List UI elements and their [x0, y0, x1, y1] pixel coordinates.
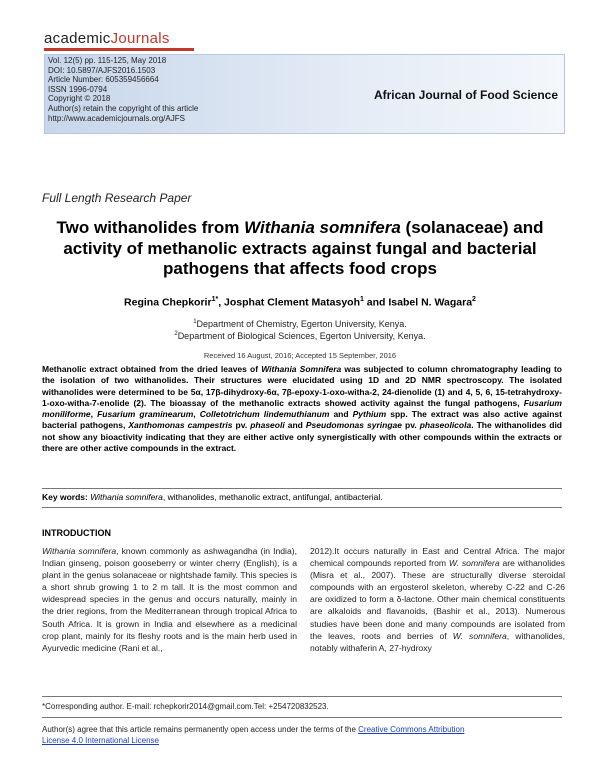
meta-copyright: Copyright © 2018 — [48, 94, 111, 104]
abstract-text: . The withanolides did not show any bioactivity indicating that they are either active only synergistically with other compounds within the extracts or there are other active compounds in the extract. — [42, 420, 562, 454]
meta-article-number: Article Number: 605359456664 — [48, 75, 159, 85]
abstract-text: pv. — [232, 420, 251, 431]
abstract-species: Xanthomonas campestris — [128, 420, 233, 431]
meta-doi[interactable]: DOI: 10.5897/AJFS2016.1503 — [48, 65, 156, 75]
author-2: , Josphat Clement Matasyoh — [218, 296, 360, 309]
intro-left-column — [42, 545, 297, 654]
author-list — [20, 296, 580, 309]
abstract-species: Fusarium graminearum — [97, 409, 194, 420]
abstract-text: Methanolic extract obtained from the dried leaves of — [42, 364, 262, 374]
abstract-species: Withania Somnifera — [261, 364, 342, 374]
abstract-text: spp. The extract was also active against bacterial pathogens, — [42, 409, 562, 431]
meta-issn: ISSN 1996-0794 — [48, 84, 108, 94]
abstract-species: Colletotrichum lindemuthianum — [199, 409, 330, 420]
title-part1: Two withanolides from — [56, 218, 245, 237]
affiliation-1-mark: 1 — [193, 319, 197, 325]
abstract-text: and — [284, 420, 306, 431]
article-type: Full Length Research Paper — [42, 191, 192, 205]
license-statement — [42, 724, 562, 746]
section-heading-introduction: INTRODUCTION — [42, 528, 111, 538]
meta-volume: Vol. 12(5) pp. 115-125, May 2018 — [48, 56, 167, 65]
abstract-species: Fusarium moniliforme — [42, 397, 562, 420]
intro-text: are withanolides (Misra et al., 2007). These are structurally diverse steroidal compounds with an ergosterol skeleton, whereby C-22 and C-26 are oxidized to form a δ-lactone. Other main chemical constituents are alkaloids and flavanoids, (Bashir et al., 2013). Numerous studies have been done and many compounds are isolated from the leaves, roots and berries of — [310, 558, 565, 641]
intro-right-column — [310, 545, 565, 654]
abstract — [42, 364, 562, 454]
publisher-logo — [44, 30, 170, 47]
author-1-affil: 1* — [211, 296, 219, 303]
title-part2: (solanaceae) and activity of methanolic extracts against fungal and bacterial pathogens that affects food crops — [63, 218, 544, 278]
footer-divider — [42, 717, 562, 718]
paper-title — [30, 218, 570, 280]
intro-species: Withania somnifera — [42, 546, 117, 556]
abstract-species: phaseoli — [250, 420, 285, 431]
license-link-2[interactable]: License 4.0 International License — [42, 736, 159, 745]
intro-text: , known commonly as ashwagandha (in India), Indian ginseng, poison gooseberry or winter cherry (English), is a plant in the genus solanaceae or nightshade family. This species is a short shrub growing 1 to 2 m tall. It is the most common and widespread species in the genus and occurs naturally, mainly in the drier regions, from the Mediterranean through tropical Africa to South Africa. It is grown in India and elsewhere as a medicinal crop plant, mainly for its fleshy roots and is the main herb used in Ayurvedic medicine (Rani et al., — [42, 546, 297, 653]
abstract-text: was subjected to column chromatography leading to the isolation of two withanolides. Their structures were elucidated using 1D and 2D NMR spectroscopy. The isolated withanolides were determined to be 5α, 17β-dihydroxy-6α, 7β-epoxy-1-oxo-witha-2, 24-dienolide (1) and 4, 5, 6, 15-tetrahydroxy-1-oxo-witha-7-enolide (2). The bioassay of the methanolic extracts showed activity against the fungal pathogens, — [42, 364, 562, 408]
abstract-text: pv. — [401, 420, 420, 431]
title-species: Withania somnifera — [244, 218, 401, 237]
intro-species: W. somnifera — [448, 558, 500, 569]
abstract-species: phaseolicola — [419, 420, 472, 431]
received-dates: Received 16 August, 2016; Accepted 15 September, 2016 — [203, 351, 397, 360]
logo-underline — [44, 48, 194, 51]
affiliation-2-text: Department of Biological Sciences, Egerton University, Kenya. — [177, 331, 426, 341]
affiliation-2-mark: 2 — [174, 331, 178, 337]
keywords — [42, 492, 562, 502]
affiliation-1-text: Department of Chemistry, Egerton University, Kenya. — [196, 319, 407, 329]
author-2-affil: 1 — [359, 296, 364, 303]
author-1: Regina Chepkorir — [124, 296, 212, 309]
abstract-text: , — [90, 409, 98, 420]
affiliation-1 — [20, 319, 580, 329]
meta-journal-url[interactable]: http://www.academicjournals.org/AJFS — [48, 113, 185, 123]
abstract-species: Pythium — [352, 409, 387, 420]
corresponding-author: *Corresponding author. E-mail: rchepkorir2014@gmail.com.Tel: +254720832523. — [42, 702, 329, 711]
divider — [42, 507, 562, 508]
author-3-affil: 2 — [472, 296, 476, 303]
intro-species: W. somnifera — [452, 630, 507, 641]
intro-text: 2012).It occurs naturally in East and Central Africa. The major chemical compounds reported from — [310, 546, 565, 569]
meta-rights: Author(s) retain the copyright of this article — [48, 103, 199, 113]
intro-text: , withanolides, notably withaferin A, 27-hydroxy — [310, 630, 565, 653]
license-link[interactable]: Creative Commons Attribution — [358, 725, 465, 734]
license-text: Author(s) agree that this article remains permanently open access under the terms of the — [42, 725, 359, 734]
journal-name: African Journal of Food Science — [373, 88, 558, 102]
abstract-species: Pseudomonas syringae — [305, 420, 402, 431]
abstract-text: , — [193, 409, 200, 420]
logo-text-part2: Journals — [110, 30, 170, 47]
article-meta — [48, 56, 198, 123]
footer-divider — [42, 696, 562, 697]
author-3: and Isabel N. Wagara — [363, 296, 473, 309]
logo-text-part1: academic — [44, 30, 111, 47]
keywords-label: Key words: — [42, 492, 91, 502]
affiliation-2 — [20, 331, 580, 341]
keywords-rest: , withanolides, methanolic extract, antifungal, antibacterial. — [162, 492, 383, 502]
keywords-species: Withania somnifera — [90, 492, 163, 502]
divider — [42, 488, 562, 489]
abstract-text: and — [329, 409, 353, 420]
